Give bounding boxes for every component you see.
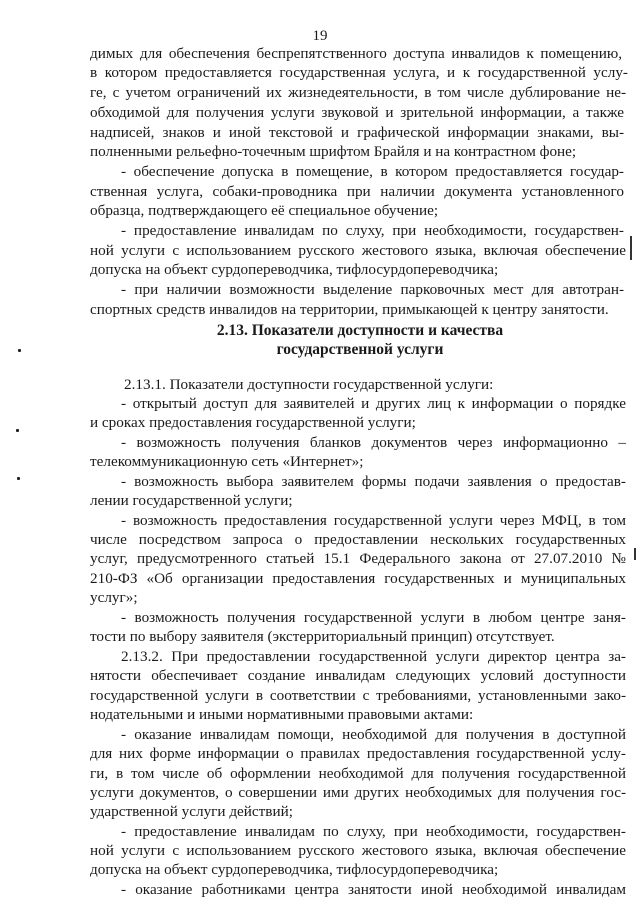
- text-line: услуг»;: [90, 589, 138, 606]
- text-line: - предоставление инвалидам по слуху, при необходимости, государствен-: [121, 823, 626, 840]
- scan-speck: [16, 429, 19, 432]
- text-line: услуг, предусмотренного статьей 15.1 Федерального закона от 27.07.2010 №: [90, 550, 626, 567]
- text-line: нодательными и иными нормативными правовыми актами:: [90, 706, 474, 723]
- scan-speck: [17, 477, 20, 480]
- text-line: ударственной услуги действий;: [90, 803, 293, 820]
- text-line: - обеспечение допуска в помещение, в котором предоставляется государ-: [121, 163, 624, 180]
- text-line: полненными рельефно-точечным шрифтом Брайля и на контрастном фоне;: [90, 143, 577, 160]
- text-line: 2.13.2. При предоставлении государственной услуги директор центра за-: [121, 648, 626, 665]
- text-line: образца, подтверждающего её специальное обучение;: [90, 202, 439, 219]
- text-line: - возможность выбора заявителем формы подачи заявления о предостав-: [121, 473, 626, 490]
- text-line: ной услуги с использованием русского жестового языка, включая обеспечение: [90, 842, 626, 859]
- section-heading: 2.13. Показатели доступности и качества: [216, 322, 504, 339]
- text-line: 210-ФЗ «Об организации предоставления государственных и муниципальных: [90, 570, 626, 587]
- text-line: ной услуги с использованием русского жестового языка, включая обеспечение: [90, 242, 626, 259]
- text-line: нятости обеспечивает создание инвалидам следующих условий доступности: [90, 667, 626, 684]
- scan-speck: [18, 349, 21, 352]
- text-line: числе посредством запроса о предоставлении нескольких государственных: [90, 531, 626, 548]
- text-line: - предоставление инвалидам по слуху, при необходимости, государствен-: [121, 222, 624, 239]
- text-line: в котором предоставляется государственная услуга, и к государственной услу-: [90, 64, 628, 81]
- text-line: тости по выбору заявителя (экстерриториальный принцип) отсутствует.: [90, 628, 555, 645]
- text-line: - открытый доступ для заявителей и других лиц к информации о порядке: [121, 395, 626, 412]
- text-line: допуска на объект сурдопереводчика, тифлосурдопереводчика;: [90, 261, 499, 278]
- text-line: допуска на объект сурдопереводчика, тифлосурдопереводчика;: [90, 861, 499, 878]
- text-line: лении государственной услуги;: [90, 492, 293, 509]
- text-line: государственной услуги в соответствии с требованиями, установленными зако-: [90, 687, 626, 704]
- text-line: и сроках предоставления государственной услуги;: [90, 414, 416, 431]
- text-line: димых для обеспечения беспрепятственного доступа инвалидов к помещению,: [90, 45, 622, 62]
- text-line: 2.13.1. Показатели доступности государственной услуги:: [124, 376, 494, 393]
- text-line: - оказание работниками центра занятости иной необходимой инвалидам: [121, 881, 626, 898]
- page-number: 19: [312, 28, 328, 44]
- text-line: обходимой для получения услуги звуковой и зрительной информации, а также: [90, 104, 624, 121]
- text-line: - возможность получения государственной услуги в любом центре заня-: [121, 609, 626, 626]
- text-line: ственная услуга, собаки-проводника при наличии документа установленного: [90, 183, 624, 200]
- text-line: спортных средств инвалидов на территории, примыкающей к центру занятости.: [90, 301, 609, 318]
- scan-edge-mark: [630, 236, 632, 260]
- scan-edge-mark: [634, 548, 636, 560]
- text-line: для них форме информации о правилах предоставления государственной услу-: [90, 745, 626, 762]
- text-line: - при наличии возможности выделение парковочных мест для автотран-: [121, 281, 624, 298]
- text-line: услуги документов, о совершении ими других необходимых для получения гос-: [90, 784, 626, 801]
- text-line: - возможность получения бланков документов через информационно –: [121, 434, 626, 451]
- text-line: телекоммуникационную сеть «Интернет»;: [90, 453, 364, 470]
- text-line: - возможность предоставления государственной услуги через МФЦ, в том: [121, 512, 626, 529]
- text-line: надписей, знаков и иной текстовой и графической информации знаками, вы-: [90, 124, 624, 141]
- text-line: - оказание инвалидам помощи, необходимой для получения в доступной: [121, 726, 626, 743]
- text-line: ге, с учетом ограничений их жизнедеятельности, в том числе дублирование не-: [90, 84, 626, 101]
- text-line: ги, в том числе об оформлении необходимой для получения государственной: [90, 765, 626, 782]
- section-heading-continued: государственной услуги: [276, 341, 444, 358]
